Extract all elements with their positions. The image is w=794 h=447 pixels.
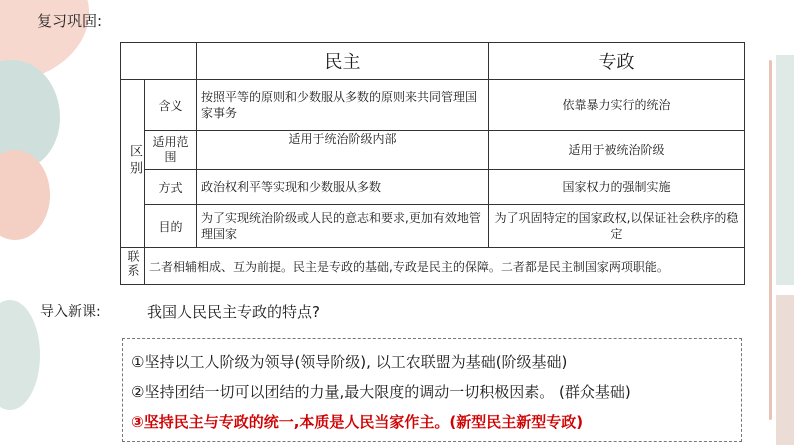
decor-stripe	[769, 60, 772, 420]
category-difference: 区别	[121, 80, 145, 248]
relation-text: 二者相辅相成、互为前提。民主是专政的基础,专政是民主的保障。二者都是民主制国家两项职能。	[145, 248, 745, 285]
decor-bar	[776, 55, 794, 285]
decor-blob	[0, 150, 50, 240]
intro-label: 导入新课:	[40, 304, 101, 320]
intro-question: 我国人民民主专政的特点?	[147, 303, 320, 321]
point-item: ②坚持团结一切可以团结的力量,最大限度的调动一切积极因素。 (群众基础)	[131, 383, 631, 401]
table-cell: 为了实现统治阶级或人民的意志和要求,更加有效地管理国家	[197, 205, 489, 248]
table-corner	[121, 43, 197, 80]
table-cell: 国家权力的强制实施	[489, 170, 745, 205]
row-label: 目的	[145, 205, 197, 248]
table-cell: 为了巩固特定的国家政权,以保证社会秩序的稳定	[489, 205, 745, 248]
column-header-democracy: 民主	[197, 43, 489, 80]
points-box	[122, 338, 742, 442]
category-relation: 联系	[121, 248, 145, 285]
review-heading: 复习巩固:	[37, 12, 103, 30]
decor-blob	[0, 300, 40, 410]
row-label: 含义	[145, 80, 197, 131]
row-label: 适用范围	[145, 131, 197, 170]
table-cell: 适用于被统治阶级	[489, 131, 745, 170]
table-cell: 适用于统治阶级内部	[197, 131, 489, 170]
decor-bar	[776, 295, 794, 445]
column-header-dictatorship: 专政	[489, 43, 745, 80]
table-cell: 依靠暴力实行的统治	[489, 80, 745, 131]
table-cell: 按照平等的原则和少数服从多数的原则来共同管理国家事务	[197, 80, 489, 131]
comparison-table	[120, 42, 745, 285]
row-label: 方式	[145, 170, 197, 205]
point-item: ①坚持以工人阶级为领导(领导阶级), 以工农联盟为基础(阶级基础)	[131, 353, 568, 371]
point-item-highlight: ③坚持民主与专政的统一,本质是人民当家作主。(新型民主新型专政)	[131, 413, 584, 431]
table-cell: 政治权利平等实现和少数服从多数	[197, 170, 489, 205]
